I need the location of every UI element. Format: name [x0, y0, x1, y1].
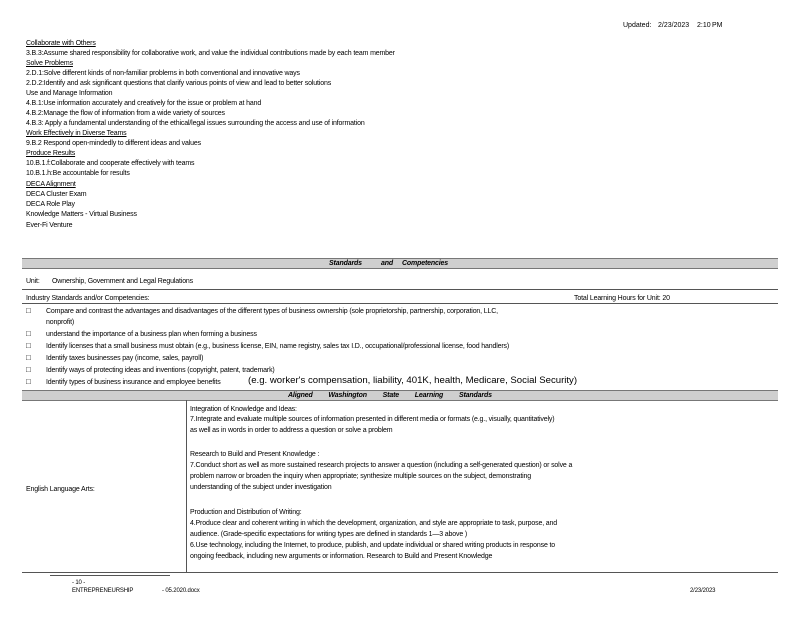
divider — [22, 289, 778, 290]
divider — [22, 303, 778, 304]
standard-line: 9.B.2 Respond open-mindedly to different ideas and values — [26, 140, 201, 147]
list-item: Compare and contrast the advantages and disadvantages of the different types of business ownership (sole proprietorship, partnership, corporation, LLC, — [46, 308, 498, 315]
list-item: DECA Role Play — [26, 201, 75, 208]
industry-standards-label: Industry Standards and/or Competencies: — [26, 295, 150, 302]
ela-line: as well as in words in order to address a question or solve a problem — [190, 427, 393, 434]
standard-line: 10.B.1.f:Collaborate and cooperate effectively with teams — [26, 160, 195, 167]
bullet-box-icon: □ — [26, 341, 31, 350]
standards-bar — [22, 258, 778, 269]
footer-date: 2/23/2023 — [690, 588, 716, 594]
list-item-tail: (e.g. worker's compensation, liability, 401K, health, Medicare, Social Security) — [248, 375, 578, 386]
standard-line: 4.B.2:Manage the flow of information from a wide variety of sources — [26, 110, 225, 117]
ela-block-heading: Production and Distribution of Writing: — [190, 509, 302, 516]
standard-line: 2.D.1:Solve different kinds of non-familiar problems in both conventional and innovative ways — [26, 70, 300, 77]
standard-line: 3.B.3:Assume shared responsibility for collaborative work, and value the individual contributions made by each team member — [26, 50, 395, 57]
list-item: Ever-Fi Venture — [26, 222, 73, 229]
aligned-standards-title: Aligned Washington State Learning Standards — [288, 392, 492, 399]
ela-block-heading: Integration of Knowledge and Ideas: — [190, 406, 297, 413]
standard-line: 2.D.2:Identify and ask significant questions that clarify various points of view and lead to better solutions — [26, 80, 332, 87]
ela-line: 7.Conduct short as well as more sustained research projects to answer a question (including a self-generated question) or solve a — [190, 462, 573, 469]
standards-bar-word: and — [381, 260, 393, 267]
ela-line: audience. (Grade-specific expectations for writing types are defined in standards 1—3 above ) — [190, 531, 468, 538]
section-heading: Work Effectively in Diverse Teams — [26, 130, 127, 137]
ela-line: 4.Produce clear and coherent writing in which the development, organization, and style are appropriate to task, purpose, and — [190, 520, 558, 527]
unit-label: Unit: — [26, 278, 40, 285]
updated-time: 2:10 — [697, 22, 711, 29]
footer-page-number: - 10 - — [72, 580, 86, 586]
updated-ampm: PM — [712, 22, 723, 29]
list-item-continuation: nonprofit) — [46, 319, 75, 326]
ela-line: 6.Use technology, including the Internet, to produce, publish, and update individual or shared writing products in response to — [190, 542, 556, 549]
footer-file: - 05.2020.docx — [162, 588, 200, 594]
bullet-box-icon: □ — [26, 365, 31, 374]
unit-value: Ownership, Government and Legal Regulations — [52, 278, 194, 285]
list-item: understand the importance of a business plan when forming a business — [46, 331, 257, 338]
updated-label: Updated: — [623, 22, 652, 29]
bullet-box-icon: □ — [26, 329, 31, 338]
ela-line: understanding of the subject under investigation — [190, 484, 332, 491]
ela-label: English Language Arts: — [26, 486, 95, 493]
standards-bar-word: Standards — [329, 260, 362, 267]
standard-line: 4.B.3: Apply a fundamental understanding of the ethical/legal issues surrounding the access and use of information — [26, 120, 365, 127]
section-heading: Collaborate with Others — [26, 40, 96, 47]
bullet-box-icon: □ — [26, 377, 31, 386]
total-learning-hours: Total Learning Hours for Unit: 20 — [574, 295, 670, 302]
footer-rule — [50, 575, 170, 576]
list-item: Identify licenses that a small business must obtain (e.g., business license, EIN, name registry, sales tax I.D., occupational/professional license, food handlers) — [46, 343, 510, 350]
list-item: Identify ways of protecting ideas and inventions (copyright, patent, trademark) — [46, 367, 275, 374]
ela-block-heading: Research to Build and Present Knowledge : — [190, 451, 320, 458]
table-divider — [186, 400, 187, 572]
standard-line: 10.B.1.h:Be accountable for results — [26, 170, 130, 177]
list-item: DECA Cluster Exam — [26, 191, 87, 198]
section-heading: Solve Problems — [26, 60, 73, 67]
ela-line: ongoing feedback, including new arguments or information. Research to Build and Present Knowledge — [190, 553, 493, 560]
updated-date: 2/23/2023 — [658, 22, 690, 29]
list-item: Identify taxes businesses pay (income, sales, payroll) — [46, 355, 204, 362]
section-heading: Produce Results — [26, 150, 76, 157]
section-heading: Use and Manage Information — [26, 90, 113, 97]
bullet-box-icon: □ — [26, 306, 31, 315]
standard-line: 4.B.1:Use information accurately and creatively for the issue or problem at hand — [26, 100, 262, 107]
list-item: Knowledge Matters - Virtual Business — [26, 211, 137, 218]
footer-course: ENTREPRENEURSHIP — [72, 588, 134, 594]
list-item: Identify types of business insurance and employee benefits — [46, 379, 221, 386]
ela-line: problem narrow or broaden the inquiry when appropriate; synthesize multiple sources on the subject, demonstrating — [190, 473, 532, 480]
ela-line: 7.Integrate and evaluate multiple sources of information presented in different media or formats (e.g., visually, quantitatively) — [190, 416, 555, 423]
bullet-box-icon: □ — [26, 353, 31, 362]
divider — [22, 572, 778, 573]
section-heading: DECA Alignment — [26, 181, 76, 188]
standards-bar-word: Competencies — [402, 260, 449, 267]
